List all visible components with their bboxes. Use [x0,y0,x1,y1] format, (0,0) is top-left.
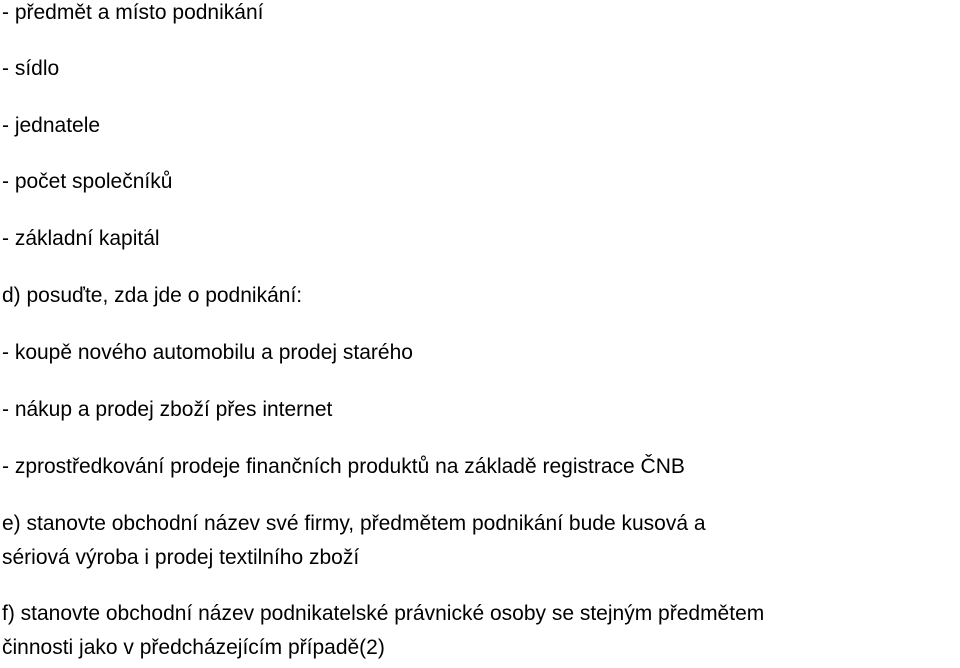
list-item-car-sale: - koupě nového automobilu a prodej starého [2,341,413,364]
task-d-heading: d) posuďte, zda jde o podnikání: [2,284,303,307]
list-item-subject-and-place: - předmět a místo podnikání [2,1,264,24]
list-item-seat: - sídlo [2,57,60,80]
task-e-line-1: e) stanovte obchodní název své firmy, předmětem podnikání bude kusová a [2,512,706,535]
task-f-line-2: činnosti jako v předcházejícím případě(2) [2,636,385,659]
list-item-internet-trade: - nákup a prodej zboží přes internet [2,398,333,421]
list-item-executives: - jednatele [2,114,101,137]
list-item-partners-count: - počet společníků [2,170,173,193]
task-f-line-1: f) stanovte obchodní název podnikatelské právnické osoby se stejným předmětem [2,602,765,625]
list-item-financial-brokerage: - zprostředkování prodeje finančních produktů na základě registrace ČNB [2,455,685,478]
list-item-share-capital: - základní kapitál [2,227,160,250]
task-e-line-2: sériová výroba i prodej textilního zboží [2,546,360,569]
